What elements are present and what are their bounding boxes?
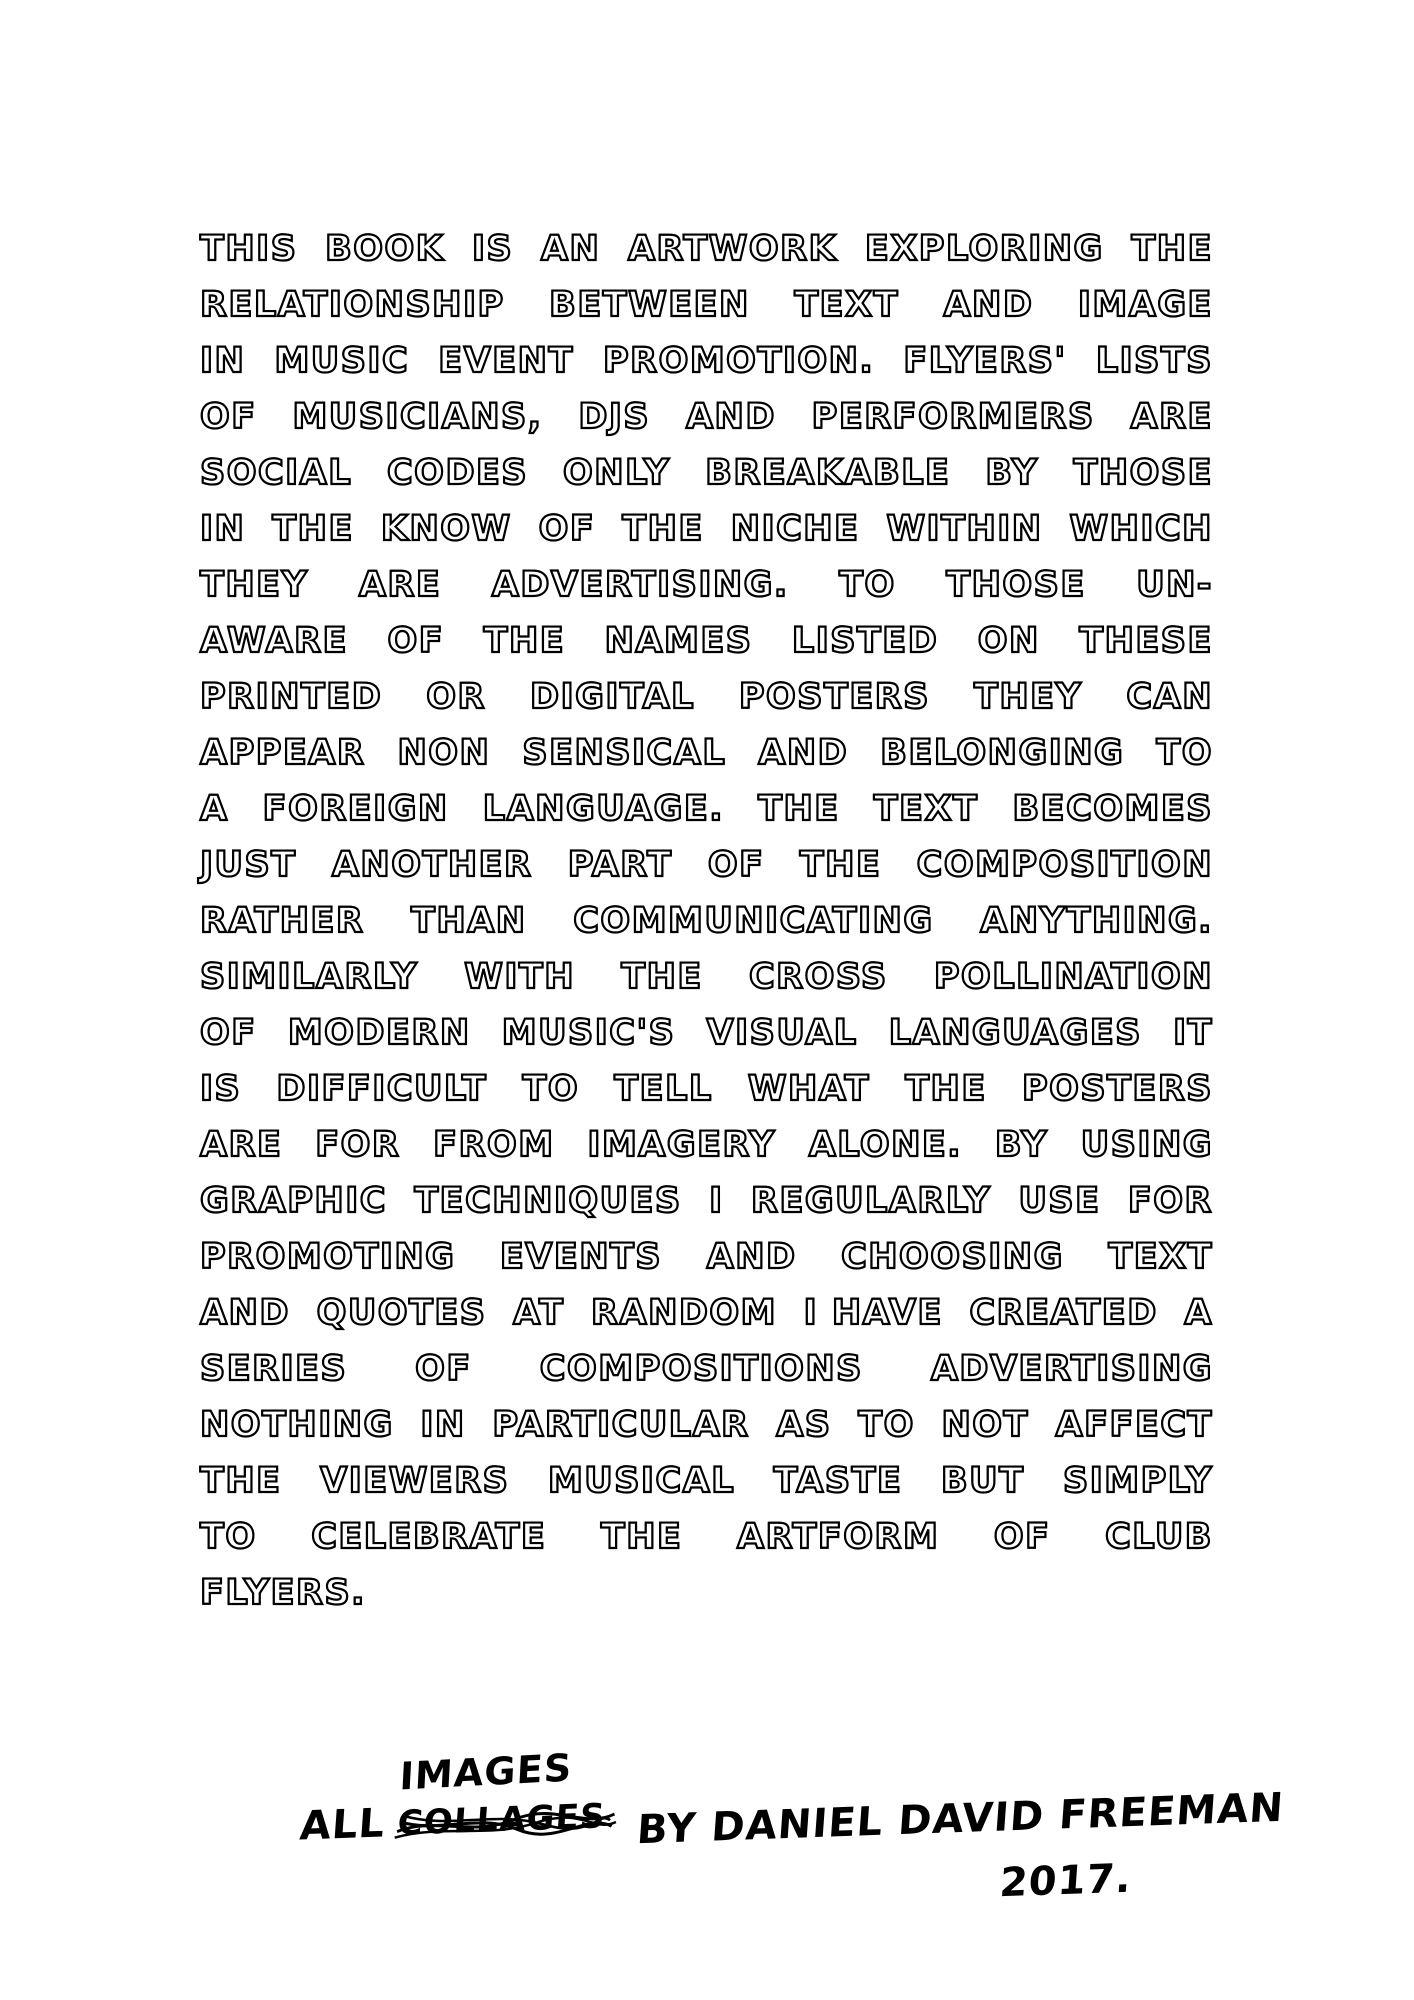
statement-word: IT	[1173, 1013, 1213, 1053]
credit-struck-word	[396, 1796, 607, 1843]
statement-word: COMMUNICATING	[573, 901, 934, 941]
statement-word: SIMPLY	[1063, 1461, 1213, 1501]
statement-word: AND	[200, 1293, 290, 1333]
statement-line	[200, 1293, 1213, 1352]
statement-word: FROM	[433, 1125, 555, 1165]
handwritten-credit	[300, 1740, 1320, 1930]
statement-word: EVENTS	[499, 1237, 663, 1277]
statement-word: IN	[200, 341, 246, 381]
statement-word: BY	[994, 1125, 1048, 1165]
statement-line	[200, 1573, 1213, 1632]
statement-word: GRAPHIC	[200, 1181, 387, 1221]
statement-word: PERFORMERS	[811, 397, 1095, 437]
statement-word: BUT	[940, 1461, 1025, 1501]
statement-line	[200, 285, 1213, 344]
statement-word: VISUAL	[706, 1013, 858, 1053]
statement-word: FLYERS.	[200, 1573, 366, 1613]
statement-word: KNOW	[380, 509, 512, 549]
statement-word: IN	[420, 1405, 466, 1445]
statement-word: OF	[200, 1013, 257, 1053]
statement-line	[200, 1181, 1213, 1240]
statement-word: WITHIN	[886, 509, 1043, 549]
statement-word: OR	[426, 677, 486, 717]
statement-word: PROMOTION.	[603, 341, 875, 381]
statement-word: A	[1184, 1293, 1213, 1333]
statement-word: CREATED	[969, 1293, 1158, 1333]
statement-line	[200, 229, 1213, 288]
statement-line	[200, 845, 1213, 904]
statement-word: THESE	[1079, 621, 1213, 661]
statement-word: TECHNIQUES	[414, 1181, 682, 1221]
statement-word: ANOTHER	[331, 845, 533, 885]
statement-word: TO	[522, 1069, 580, 1109]
statement-word: BECOMES	[1012, 789, 1213, 829]
statement-word: FLYERS'	[903, 341, 1067, 381]
statement-word: PARTICULAR	[492, 1405, 750, 1445]
statement-word: AN	[540, 229, 601, 269]
statement-line	[200, 453, 1213, 512]
statement-word: COMPOSITIONS	[539, 1349, 863, 1389]
statement-word: APPEAR	[200, 733, 366, 773]
statement-word: RATHER	[200, 901, 365, 941]
statement-word: NICHE	[730, 509, 860, 549]
statement-word: THAN	[411, 901, 527, 941]
statement-word: MUSICAL	[547, 1461, 736, 1501]
statement-word: THEY	[973, 677, 1083, 717]
statement-word: THE	[799, 845, 882, 885]
statement-word: EVENT	[438, 341, 574, 381]
statement-word: PRINTED	[200, 677, 383, 717]
statement-line	[200, 733, 1213, 792]
statement-word: BOOK	[325, 229, 445, 269]
statement-word: IMAGERY	[587, 1125, 776, 1165]
statement-word: OF	[993, 1517, 1051, 1557]
statement-word: LANGUAGES	[888, 1013, 1142, 1053]
statement-line	[200, 565, 1213, 624]
statement-word: ONLY	[563, 453, 671, 493]
statement-word: THE	[600, 1517, 683, 1557]
credit-all-text: ALL	[298, 1800, 387, 1850]
statement-word: TELL	[614, 1069, 713, 1109]
statement-word: TO	[858, 1405, 915, 1445]
statement-word: ANYTHING.	[980, 901, 1213, 941]
statement-word: OF	[415, 1349, 472, 1389]
statement-word: RANDOM	[591, 1293, 777, 1333]
statement-word: COMPOSITION	[916, 845, 1213, 885]
statement-word: AWARE	[200, 621, 348, 661]
statement-word: WITH	[464, 957, 576, 997]
statement-word: POSTERS	[738, 677, 930, 717]
statement-word: THE	[621, 957, 703, 997]
statement-word: OF	[387, 621, 445, 661]
credit-images-text: IMAGES	[398, 1745, 574, 1799]
statement-word: ARE	[1130, 397, 1213, 437]
statement-line	[200, 621, 1213, 680]
statement-word: THE	[1131, 229, 1213, 269]
statement-word: ARE	[200, 1125, 283, 1165]
statement-word: THE	[200, 1461, 282, 1501]
statement-line	[200, 341, 1213, 400]
statement-word: A	[200, 789, 229, 829]
statement-word: QUOTES	[316, 1293, 487, 1333]
statement-word: ADVERTISING	[930, 1349, 1213, 1389]
statement-word: TO	[200, 1517, 257, 1557]
statement-word: ARTFORM	[737, 1517, 940, 1557]
statement-line	[200, 509, 1213, 568]
statement-word: TEXT	[1108, 1237, 1213, 1277]
statement-word: AFFECT	[1055, 1405, 1213, 1445]
statement-line	[200, 1349, 1213, 1408]
statement-word: TO	[1156, 733, 1213, 773]
statement-word: MUSIC'S	[501, 1013, 676, 1053]
statement-word: DIGITAL	[530, 677, 695, 717]
credit-author-text: BY DANIEL DAVID FREEMAN	[635, 1784, 1286, 1854]
statement-line	[200, 789, 1213, 848]
statement-word: BELONGING	[880, 733, 1125, 773]
statement-word: BREAKABLE	[705, 453, 951, 493]
statement-word: ADVERTISING.	[491, 565, 789, 605]
statement-word: AND	[943, 285, 1034, 325]
statement-word: PROMOTING	[200, 1237, 456, 1277]
statement-word: EXPLORING	[864, 229, 1104, 269]
statement-word: THE	[622, 509, 704, 549]
statement-word: THOSE	[1073, 453, 1213, 493]
statement-line	[200, 901, 1213, 960]
statement-word: FOR	[1127, 1181, 1213, 1221]
statement-word: TASTE	[773, 1461, 903, 1501]
statement-word: AND	[758, 733, 849, 773]
statement-word: OF	[538, 509, 596, 549]
statement-word: FOR	[315, 1125, 401, 1165]
statement-word: AND	[706, 1237, 797, 1277]
statement-word: LISTS	[1095, 341, 1213, 381]
statement-word: BY	[985, 453, 1039, 493]
statement-word: NAMES	[604, 621, 753, 661]
statement-word: NON	[397, 733, 491, 773]
statement-word: CELEBRATE	[311, 1517, 547, 1557]
statement-word: CAN	[1126, 677, 1213, 717]
statement-word: CODES	[387, 453, 529, 493]
statement-word: UN-	[1136, 565, 1213, 605]
statement-word: THE	[272, 509, 354, 549]
statement-word: PART	[567, 845, 673, 885]
statement-word: I HAVE	[803, 1293, 943, 1333]
statement-word: OF	[707, 845, 765, 885]
credit-year-text: 2017.	[998, 1855, 1134, 1907]
statement-word: SERIES	[200, 1349, 348, 1389]
statement-word: CLUB	[1105, 1517, 1213, 1557]
statement-word: TEXT	[794, 285, 899, 325]
statement-word: BETWEEN	[549, 285, 750, 325]
statement-word: JUST	[200, 845, 297, 885]
statement-line	[200, 1013, 1213, 1072]
statement-line	[200, 957, 1213, 1016]
statement-line	[200, 1237, 1213, 1296]
statement-line	[200, 1517, 1213, 1576]
statement-word: WHICH	[1069, 509, 1213, 549]
statement-word: VIEWERS	[320, 1461, 510, 1501]
statement-word: SIMILARLY	[200, 957, 419, 997]
statement-word: ALONE.	[808, 1125, 963, 1165]
statement-word: CHOOSING	[841, 1237, 1064, 1277]
statement-word: NOTHING	[200, 1405, 394, 1445]
statement-word: TO	[839, 565, 896, 605]
statement-word: I	[709, 1181, 724, 1221]
statement-line	[200, 1069, 1213, 1128]
statement-word: RELATIONSHIP	[200, 285, 505, 325]
statement-word: THE	[483, 621, 566, 661]
statement-word: ON	[977, 621, 1040, 661]
statement-word: NOT	[941, 1405, 1029, 1445]
statement-line	[200, 1125, 1213, 1184]
statement-word: SENSICAL	[522, 733, 727, 773]
statement-word: MUSIC	[274, 341, 410, 381]
statement-word: TEXT	[873, 789, 979, 829]
statement-word: POSTERS	[1021, 1069, 1213, 1109]
statement-word: REGULARLY	[751, 1181, 992, 1221]
statement-line	[200, 1405, 1213, 1464]
statement-word: CROSS	[748, 957, 888, 997]
statement-word: FOREIGN	[262, 789, 449, 829]
statement-word: IS	[472, 229, 514, 269]
statement-word: THOSE	[946, 565, 1086, 605]
statement-word: USE	[1018, 1181, 1101, 1221]
statement-word: MODERN	[287, 1013, 471, 1053]
statement-word: THEY	[200, 565, 309, 605]
statement-word: USING	[1080, 1125, 1213, 1165]
artist-statement	[200, 229, 1213, 1632]
statement-word: DJS	[578, 397, 651, 437]
statement-word: IS	[200, 1069, 242, 1109]
statement-word: AND	[685, 397, 776, 437]
statement-word: OF	[200, 397, 257, 437]
statement-word: DIFFICULT	[276, 1069, 488, 1109]
statement-word: ARE	[358, 565, 442, 605]
statement-word: IN	[200, 509, 246, 549]
statement-word: LANGUAGE.	[482, 789, 725, 829]
statement-word: SOCIAL	[200, 453, 353, 493]
statement-line	[200, 677, 1213, 736]
statement-word: AT	[513, 1293, 565, 1333]
statement-line	[200, 397, 1213, 456]
statement-word: ARTWORK	[627, 229, 838, 269]
statement-word: LISTED	[791, 621, 939, 661]
statement-word: WHAT	[747, 1069, 871, 1109]
credit-struck-word-text: COLLAGES	[396, 1796, 607, 1844]
statement-word: MUSICIANS,	[292, 397, 543, 437]
statement-word: THIS	[200, 229, 298, 269]
statement-word: THE	[905, 1069, 987, 1109]
statement-line	[200, 1461, 1213, 1520]
statement-word: POLLINATION	[933, 957, 1213, 997]
statement-word: IMAGE	[1077, 285, 1213, 325]
statement-word: AS	[776, 1405, 832, 1445]
statement-word: THE	[758, 789, 840, 829]
